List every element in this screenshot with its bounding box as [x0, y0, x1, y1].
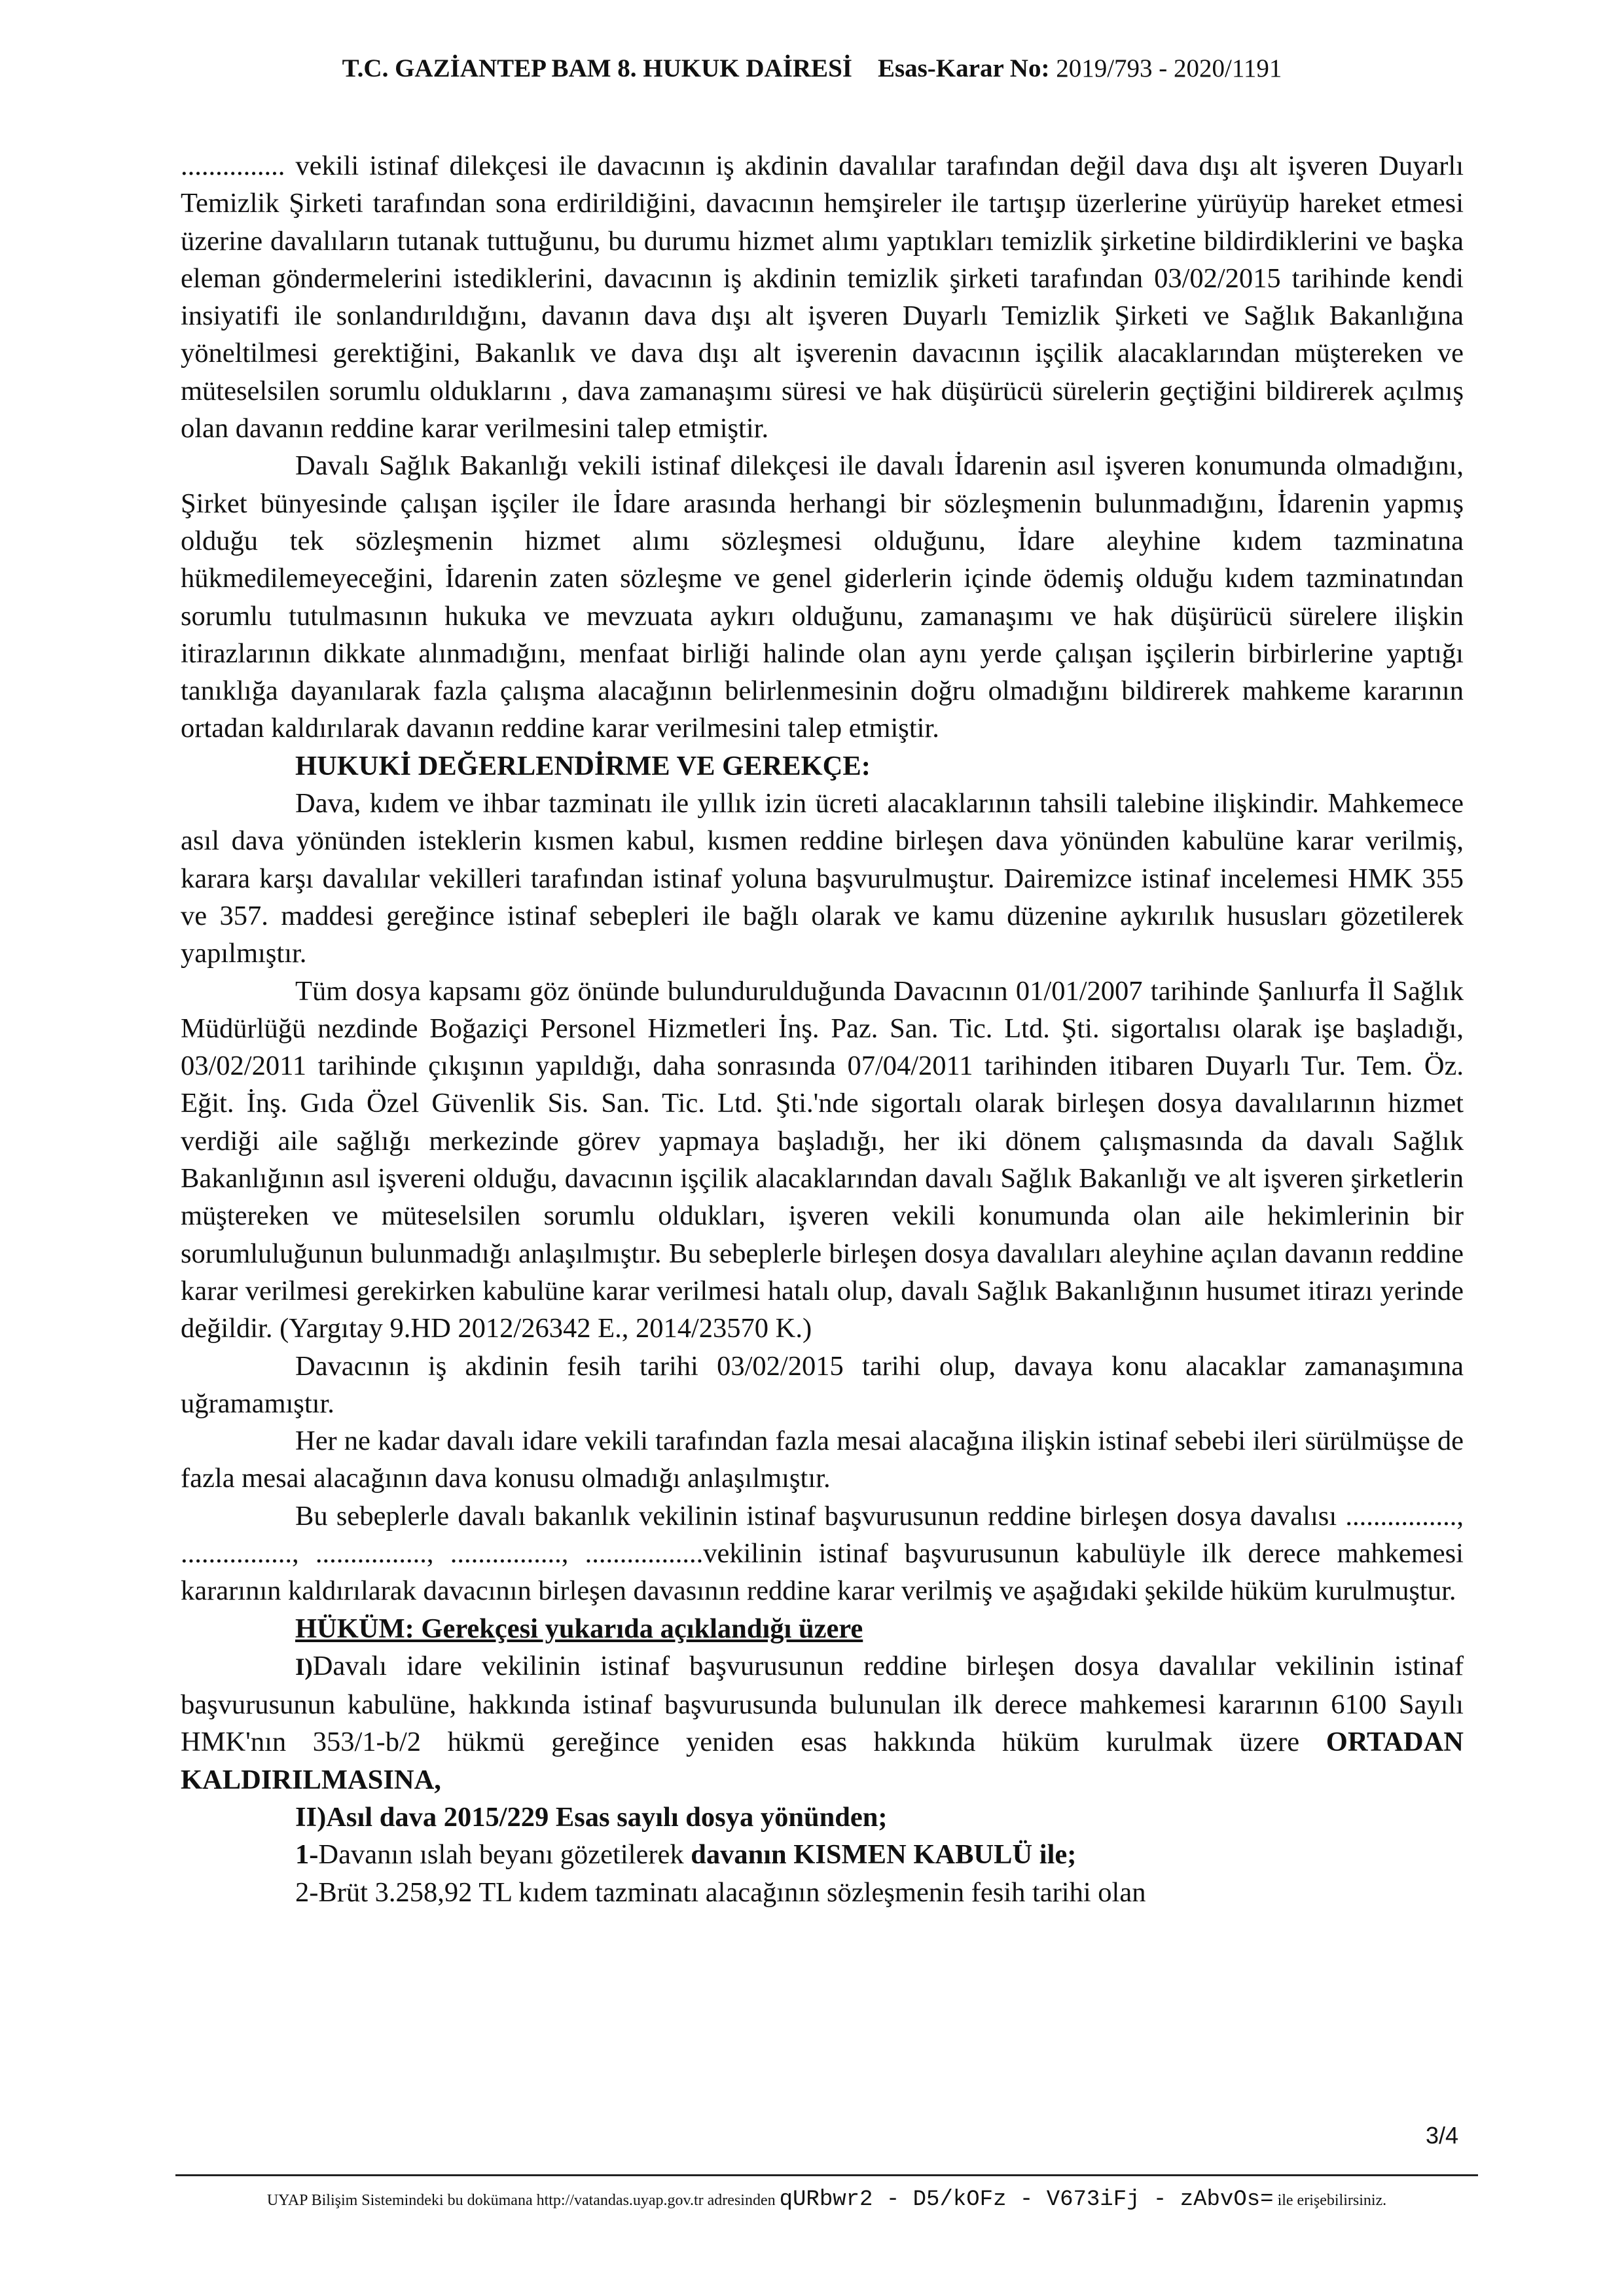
- paragraph-bold: davanın KISMEN KABULÜ ile;: [691, 1839, 1077, 1871]
- case-number: 2019/793 - 2020/1191: [1056, 54, 1282, 82]
- paragraph: Tüm dosya kapsamı göz önünde bulundurulduğunda Davacının 01/01/2007 tarihinde Şanlıurfa İl Sağlık Müdürlüğü nezdinde Boğaziçi Personel Hizmetleri İnş. Paz. San. Tic. Ltd. Şti. sigortalısı olarak işe başladığı, 03/02/2011 tarihinde çıkışının yapıldığı, daha sonrasında 07/04/2011 tarihinden itibaren Duyarlı Tur. Tem. Öz. Eğit. İnş. Gıda Özel Güvenlik Sis. San. Tic. Ltd. Şti.'nde sigortalı olarak birleşen dosya davalılarının hizmet verdiği aile sağlığı merkezinde görev yapmaya başladığı, her iki dönem çalışmasında da davalı Sağlık Bakanlığının asıl işvereni olduğu, davacının işçilik alacaklarından davalı Sağlık Bakanlığı ve alt işveren şirketlerin müştereken ve müteselsilen sorumlu oldukları, işveren vekili konumunda olan aile hekimlerinin bir sorumluluğunun bulunmadığı anlaşılmıştır. Bu sebeplerle birleşen dosya davalıları aleyhine açılan davanın reddine karar verilmesi gerekirken kabulüne karar verilmesi hatalı olup, davalı Sağlık Bakanlığının husumet itirazı yerinde değildir. (Yargıtay 9.HD 2012/26342 E., 2014/23570 K.): [181, 975, 1464, 1344]
- case-label: Esas-Karar No:: [877, 54, 1050, 82]
- verdict-heading: HÜKÜM: Gerekçesi yukarıda açıklandığı üzere: [295, 1613, 863, 1644]
- paragraph: [181, 1836, 1464, 1873]
- document-header: [0, 54, 1624, 83]
- paragraph: Davalı Sağlık Bakanlığı vekili istinaf dilekçesi ile davalı İdarenin asıl işveren konumunda olmadığını, Şirket bünyesinde çalışan işçiler ile İdare arasında herhangi bir sözleşmenin bulunmadığını, İdarenin yapmış olduğu tek sözleşmenin hizmet alımı sözleşmesi olduğunu, İdare aleyhine kıdem tazminatına hükmedilemeyeceğini, İdarenin zaten sözleşme ve genel giderlerin içinde ödemiş olduğu kıdem tazminatından sorumlu tutulmasının hukuka ve mevzuata aykırı olduğunu, zamanaşımı ve hak düşürücü sürelere ilişkin itirazlarının dikkate alınmadığını, menfaat birliği halinde olan aynı yerde çalışan işçilerin birbirlerine yaptığı tanıklığa dayanılarak fazla çalışma alacağının belirlenmesinin doğru olmadığını bildirerek mahkeme kararının ortadan kaldırılarak davanın reddine karar verilmesini talep etmiştir.: [181, 450, 1464, 744]
- verification-code: qURbwr2 - D5/kOFz - V673iFj - zAbvOs=: [779, 2187, 1274, 2212]
- paragraph-text: Davalı idare vekilinin istinaf başvurusunun reddine birleşen dosya davalılar vekilinin istinaf başvurusunun kabulüne, hakkında istinaf başvurusunda bulunulan ilk derece mahkemesi kararının 6100 Sayılı HMK'nın 353/1-b/2 hükmü gereğince yeniden esas hakkında hüküm kurulmak üzere: [181, 1650, 1464, 1758]
- section-heading: II)Asıl dava 2015/229 Esas sayılı dosya yönünden;: [295, 1802, 888, 1833]
- page-number: 3/4: [1426, 2122, 1459, 2149]
- footer-prefix: UYAP Bilişim Sistemindeki bu dokümana http://vatandas.uyap.gov.tr adresinden: [266, 2192, 776, 2209]
- paragraph-text: Brüt 3.258,92 TL kıdem tazminatı alacağının sözleşmenin fesih tarihi olan: [318, 1876, 1146, 1908]
- paragraph: Her ne kadar davalı idare vekili tarafından fazla mesai alacağına ilişkin istinaf sebebi ileri sürülmüşse de fazla mesai alacağının dava konusu olmadığı anlaşılmıştır.: [181, 1426, 1464, 1494]
- paragraph: ............... vekili istinaf dilekçesi ile davacının iş akdinin davalılar tarafından değil dava dışı alt işveren Duyarlı Temizlik Şirketi tarafından sona erdirildiğini, davacının hemşireler ile tartışıp üzerlerine yürüyüp hareket etmesi üzerine davalıların tutanak tuttuğunu, bu durumu hizmet alımı yaptıkları temizlik şirketine bildirdiklerini ve başka eleman göndermelerini istediklerini, davacının iş akdinin temizlik şirketi tarafından 03/02/2015 tarihinde kendi insiyatifi ile sonlandırıldığını, davanın dava dışı alt işveren Duyarlı Temizlik Şirketi ve Sağlık Bakanlığına yöneltilmesi gerektiğini, Bakanlık ve dava dışı alt işverenin davacının işçilik alacaklarından müştereken ve müteselsilen sorumlu olduklarını , dava zamanaşımı süresi ve hak düşürücü sürelerin geçtiğini bildirerek açılmış olan davanın reddine karar verilmesini talep etmiştir.: [181, 151, 1464, 444]
- court-name: T.C. GAZİANTEP BAM 8. HUKUK DAİRESİ: [342, 54, 852, 82]
- document-body: [181, 147, 1464, 1911]
- paragraph-text: Davanın ıslah beyanı gözetilerek: [318, 1839, 684, 1871]
- item-number: I): [295, 1653, 313, 1681]
- section-heading: HUKUKİ DEĞERLENDİRME VE GEREKÇE:: [295, 750, 871, 781]
- paragraph-bold: ORTADAN KALDIRILMASINA,: [181, 1727, 1464, 1795]
- item-number: 1-: [295, 1839, 319, 1871]
- footer-divider: [175, 2174, 1478, 2176]
- footer-suffix: ile erişebilirsiniz.: [1277, 2192, 1387, 2209]
- paragraph: [181, 1874, 1464, 1911]
- paragraph: [181, 1647, 1464, 1799]
- paragraph: Davacının iş akdinin fesih tarihi 03/02/2015 tarihi olup, davaya konu alacaklar zamanaşımına uğramamıştır.: [181, 1350, 1464, 1419]
- document-footer: [175, 2187, 1478, 2212]
- paragraph: Bu sebeplerle davalı bakanlık vekilinin istinaf başvurusunun reddine birleşen dosya davalısı ................, ................, ................, ................, .................vekilinin istinaf başvurusunun kabulüyle ilk derece mahkemesi kararının kaldırılarak davacının birleşen davasının reddine karar verilmiş ve aşağıdaki şekilde hüküm kurulmuştur.: [181, 1500, 1464, 1607]
- item-number: 2-: [295, 1876, 319, 1908]
- paragraph: Dava, kıdem ve ihbar tazminatı ile yıllık izin ücreti alacaklarının tahsili talebine ilişkindir. Mahkemece asıl dava yönünden isteklerin kısmen kabul, kısmen reddine birleşen dava yönünden kabulüne karar verilmiş, karara karşı davalılar vekilleri tarafından istinaf yoluna başvurulmuştur. Dairemizce istinaf incelemesi HMK 355 ve 357. maddesi gereğince istinaf sebepleri ile bağlı olarak ve kamu düzenine aykırılık hususları gözetilerek yapılmıştır.: [181, 788, 1464, 969]
